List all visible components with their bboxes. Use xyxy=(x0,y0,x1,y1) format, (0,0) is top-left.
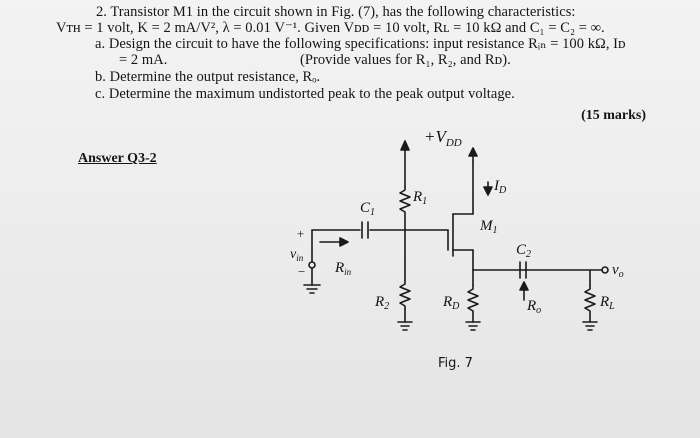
vin-label: $v_{in}$ xyxy=(290,247,304,263)
rl-resistor xyxy=(585,285,595,322)
r2-label: $R_2$ xyxy=(375,294,390,312)
rin-label: $R_{in}$ xyxy=(335,260,352,277)
question-line-1: 2. Transistor M1 in the circuit shown in Fig. (7), has the following characteristics: xyxy=(96,4,576,20)
rl-label: $R_L$ xyxy=(600,294,615,312)
rd-resistor xyxy=(468,285,478,322)
figure-caption: Fig. 7 xyxy=(438,356,473,371)
answer-label: Answer Q3-2 xyxy=(78,151,157,166)
id-arrowhead xyxy=(484,187,492,195)
m1-label: $M_1$ xyxy=(480,218,498,236)
r2-resistor xyxy=(400,280,410,322)
vo-label: $v_o$ xyxy=(612,262,624,280)
question-part-a-provide: (Provide values for R₁, R₂, and Rᴅ). xyxy=(300,52,511,68)
marks-label: (15 marks) xyxy=(581,108,646,123)
vin-plus-label: + xyxy=(296,226,305,241)
id-label: $I_D$ xyxy=(494,178,507,196)
ro-label: $R_o$ xyxy=(527,298,542,316)
vin-terminal xyxy=(309,262,315,268)
c2-label: $C_2$ xyxy=(516,242,532,260)
question-part-a: a. Design the circuit to have the following specifications: input resistance Rᵢₙ = 100 kΩ, Iᴅ xyxy=(95,36,626,52)
vo-terminal xyxy=(602,267,608,273)
r1-label: $R_1$ xyxy=(413,189,428,207)
c1-label: $C_1$ xyxy=(360,200,376,218)
vdd-left-arrow xyxy=(401,141,409,150)
question-part-a-cont: = 2 mA. xyxy=(119,52,168,68)
vdd-label: $+V_{DD}$ xyxy=(424,127,462,149)
question-part-c: c. Determine the maximum undistorted peak to the peak output voltage. xyxy=(95,86,515,102)
ro-arrowhead xyxy=(520,282,528,290)
vdd-right-arrow xyxy=(469,148,477,156)
r1-resistor xyxy=(400,186,410,230)
vin-minus-label: − xyxy=(297,264,306,279)
rd-label: $R_D$ xyxy=(443,294,460,312)
question-part-b: b. Determine the output resistance, Rₒ. xyxy=(95,69,321,85)
rin-arrowhead xyxy=(340,238,348,246)
question-line-2: Vᴛʜ = 1 volt, K = 2 mA/V², λ = 0.01 V⁻¹. Given Vᴅᴅ = 10 volt, Rʟ = 10 kΩ and C₁ = C₂ = ∞. xyxy=(56,20,605,36)
